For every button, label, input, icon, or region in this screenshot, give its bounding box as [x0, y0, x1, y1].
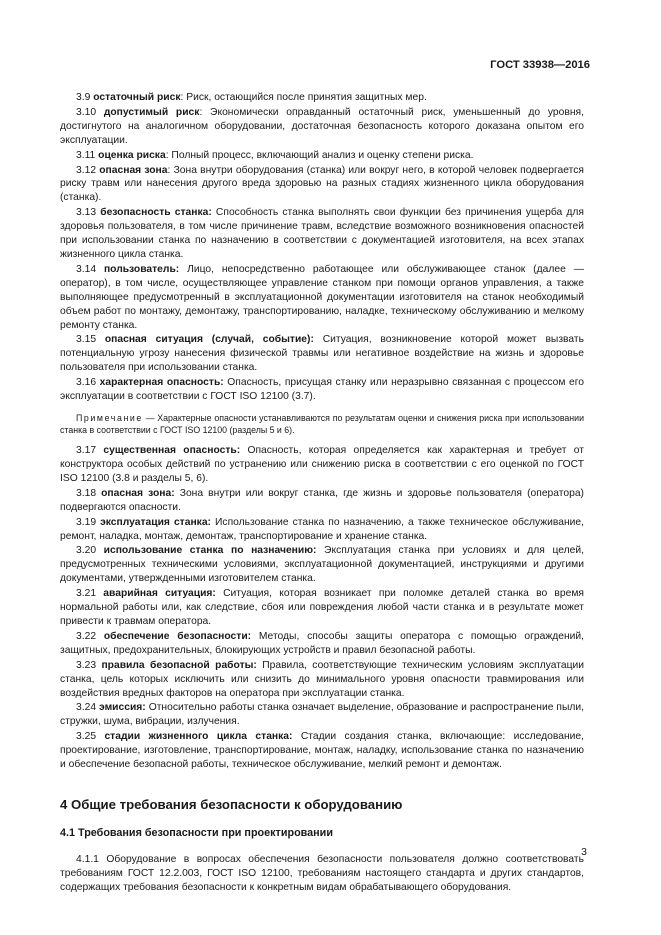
definition-term: безопасность станка:: [100, 207, 212, 219]
definition-item: [60, 587, 584, 629]
note-label: Примечание: [76, 412, 143, 423]
definition-text: Ситуация, возникновение которой может вызвать потенциальную угрозу нанесения физической травмы или негативное воздействие на жизнь и здоровье пользователя при использовании станка.: [60, 334, 584, 374]
definition-number: 3.25: [76, 731, 97, 743]
definition-number: 3.18: [76, 487, 97, 499]
definition-text: Использование станка по назначению, а также техническое обслуживание, ремонт, наладка, монтаж, демонтаж, транспортирование и хранение станка.: [60, 516, 584, 542]
definitions-list: [60, 91, 584, 404]
definition-number: 3.23: [76, 659, 97, 671]
definition-term: использование станка по назначению:: [103, 545, 317, 557]
note: [60, 413, 584, 436]
definition-item: [60, 516, 584, 544]
definition-term: опасная зона:: [101, 487, 175, 499]
definition-text: : Полный процесс, включающий анализ и оценку степени риска.: [165, 149, 474, 161]
definition-term: характерная опасность:: [99, 377, 224, 389]
definitions-list-2: [60, 444, 584, 772]
definition-number: 3.10: [76, 106, 97, 118]
definition-term: правила безопасной работы:: [101, 659, 257, 671]
definition-term: опасная ситуация (случай, событие):: [104, 334, 314, 346]
definition-text: : Экономически оправданный остаточный риск, уменьшенный до уровня, достигнутого на аналогичном оборудовании, достаточная безопасность которого доказана опытом его эксплуатации.: [60, 106, 584, 146]
definition-text: Ситуация, которая возникает при поломке деталей станка во время нормальной работы или, как следствие, сбоя или повреждения любой части станка и в результате может привести к травмам оператора.: [60, 588, 584, 627]
definition-term: стадии жизненного цикла станка:: [104, 731, 293, 743]
definition-text: Относительно работы станка означает выделение, образование и распространение пыли, стружки, шума, вибрации, излучения.: [60, 702, 584, 728]
definition-item: [60, 544, 584, 586]
definition-text: Стадии создания станка, включающие: исследование, проектирование, изготовление, транспортирование, монтаж, наладку, использование станка по назначению и обеспечение безопасной работы, техническое обслуживание, мелкий ремонт и демонтаж.: [60, 731, 584, 771]
definition-text: Правила, соответствующие техническим условиям эксплуатации станка, цель которых исключить или снизить до минимального уровня опасности травмирования или воздействия вредных факторов на оператора при эксплуатации станка.: [60, 659, 585, 699]
definition-item: [60, 206, 584, 262]
definition-item: [60, 630, 584, 658]
definition-term: оценка риска: [98, 149, 166, 161]
definition-number: 3.11: [76, 149, 96, 161]
definition-item: [60, 487, 584, 515]
definition-number: 3.15: [76, 334, 97, 346]
definition-text: : Зона внутри оборудования (станка) или вокруг него, в которой человек подвергается риску травм или нанесения другого вреда здоровью на разных стадиях жизненного цикла оборудования (станка).: [60, 164, 584, 204]
definition-term: эмиссия:: [99, 702, 146, 714]
definition-number: 3.12: [76, 164, 97, 176]
definition-text: Способность станка выполнять свои функции без причинения ущерба для здоровья пользователя, в том числе причинение травм, вследствие возможного возникновения опасностей при использовании станка по назначению в соответствии с документацией изготовителя, на всех этапах жизненного цикла станка.: [60, 207, 584, 260]
subsection-heading: 4.1 Требования безопасности при проектировании: [60, 826, 333, 839]
definition-number: 3.9: [76, 92, 91, 103]
definition-term: существенная опасность:: [103, 445, 241, 457]
definition-item: [60, 164, 584, 206]
definition-text: Методы, способы защиты оператора с помощью ограждений, защитных, предохранительных, блокирующих устройств и правил безопасной работы.: [60, 630, 584, 656]
definition-item: [60, 730, 584, 772]
definition-item: [60, 263, 584, 333]
definition-number: 3.22: [76, 630, 97, 642]
definition-number: 3.16: [76, 377, 97, 389]
section-heading: 4 Общие требования безопасности к оборудованию: [60, 796, 403, 812]
definition-item: [60, 444, 584, 486]
definition-number: 3.20: [76, 545, 97, 557]
definition-text: : Риск, остающийся после принятия защитных мер.: [180, 92, 427, 103]
definition-term: эксплуатация станка:: [100, 516, 211, 528]
definition-number: 3.24: [76, 702, 97, 714]
definition-number: 3.13: [76, 207, 97, 219]
definition-item: [60, 333, 584, 375]
definition-text: Опасность, присущая станку или неразрывно связанная с процессом его эксплуатации в соответствии с ГОСТ ISO 12100 (3.7).: [60, 377, 584, 403]
definition-item: [60, 149, 584, 163]
section-paragraph: 4.1.1 Оборудование в вопросах обеспечения безопасности пользователя должно соответствовать требованиям ГОСТ 12.2.003, ГОСТ ISO 12100, требованиям настоящего стандарта и других стандартов, содержащих требования безопасности к конкретным видам обрабатывающего оборудования.: [60, 853, 584, 893]
definition-item: [60, 106, 584, 148]
definition-text: Лицо, непосредственно работающее или обслуживающее станок (далее — оператор), в том числе, осуществляющее управление станком при помощи органов управления, а также выполняющее предусмотренный в эксплуатационной документации изготовителя на станок необходимый объем работ по монтажу, демонтажу, транспортированию, наладке, техническому обслуживанию и мелкому ремонту станка.: [60, 263, 584, 331]
definition-number: 3.14: [76, 263, 97, 275]
definition-text: Опасность, которая определяется как характерная и требует от конструктора особых действий по устранению или снижению риска в соответствии с его оценкой по ГОСТ ISO 12100 (3.8 и разделы 5, 6).: [60, 445, 584, 484]
standard-header: ГОСТ 33938—2016: [490, 59, 590, 71]
note-text: — Характерные опасности устанавливаются по результатам оценки и снижения риска при использовании станка в соответствии с ГОСТ ISO 12100 (разделы 5 и 6).: [60, 412, 584, 435]
definition-term: аварийная ситуация:: [103, 588, 216, 600]
page-number: 3: [581, 846, 587, 858]
definition-term: пользователь:: [103, 263, 180, 275]
definition-item: [60, 701, 584, 729]
definition-number: 3.21: [76, 588, 97, 600]
definition-item: [60, 659, 584, 701]
definition-text: Эксплуатация станка при условиях и для целей, предусмотренных техническими условиями, эксплуатационной документацией, инструкциями и другими документами, утвержденными изготовителем станка.: [60, 545, 584, 585]
definition-number: 3.17: [76, 445, 97, 457]
page-content: [60, 91, 584, 895]
definition-number: 3.19: [76, 516, 97, 528]
definition-term: обеспечение безопасности:: [103, 630, 252, 642]
definition-term: опасная зона: [99, 164, 168, 176]
definition-item: [60, 91, 584, 105]
definition-text: Зона внутри или вокруг станка, где жизнь и здоровье пользователя (оператора) подвергаются опасности.: [60, 487, 584, 513]
definition-item: [60, 376, 584, 404]
definition-term: остаточный риск: [93, 92, 181, 103]
definition-term: допустимый риск: [103, 106, 200, 118]
